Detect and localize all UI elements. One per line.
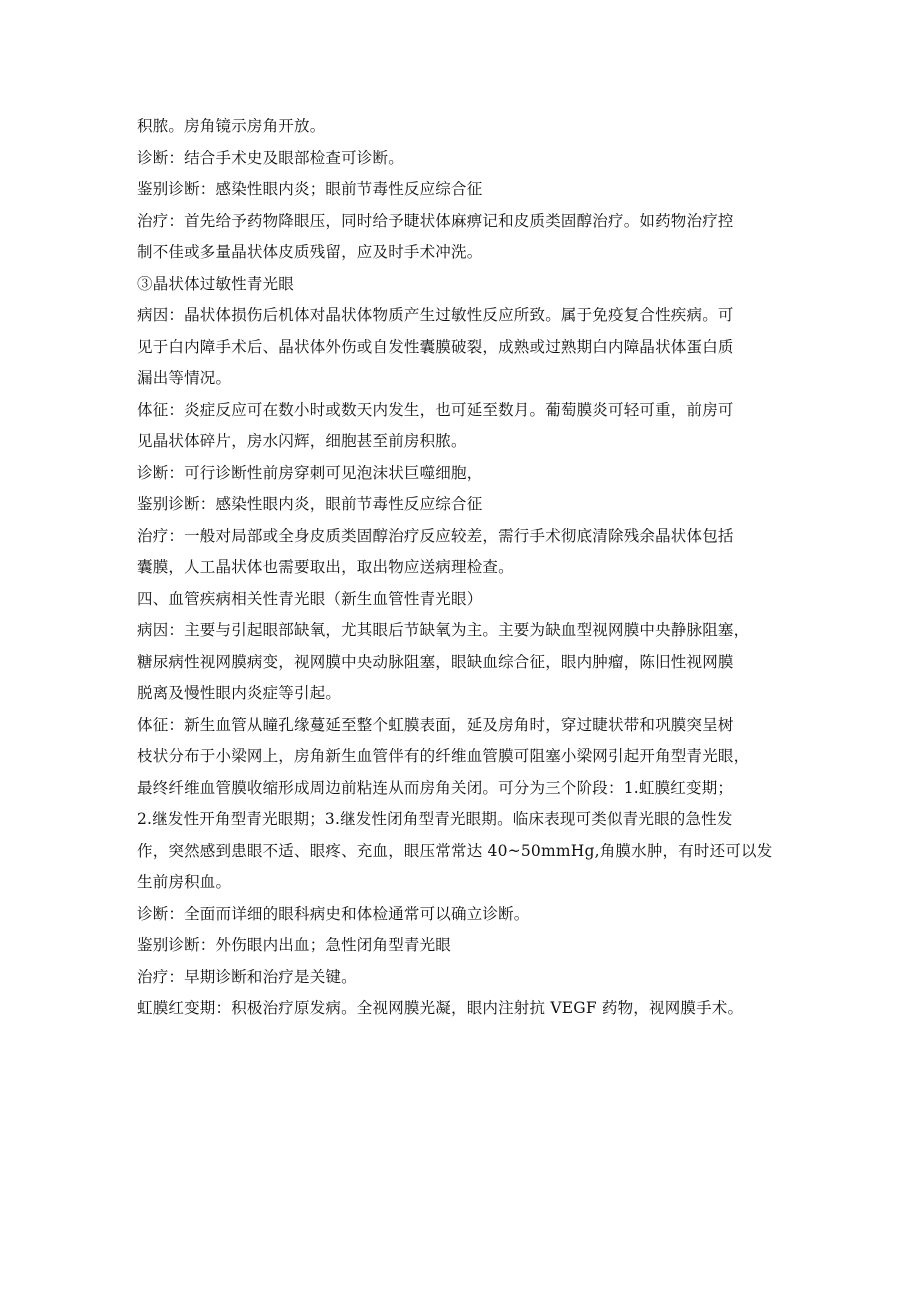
text-line: 2.继发性开角型青光眼期；3.继发性闭角型青光眼期。临床表现可类似青光眼的急性发 bbox=[137, 810, 733, 828]
paragraph bbox=[137, 930, 797, 962]
document-body bbox=[137, 111, 797, 1025]
text-line: 体征：新生血管从瞳孔缘蔓延至整个虹膜表面，延及房角时，穿过睫状带和巩膜突呈树 bbox=[137, 715, 734, 734]
text-line: 见于白内障手术后、晶状体外伤或自发性囊膜破裂，成熟或过熟期白内障晶状体蛋白质 bbox=[137, 337, 734, 356]
paragraph bbox=[137, 993, 797, 1025]
paragraph bbox=[137, 710, 797, 899]
text-line: 鉴别诊断：感染性眼内炎，眼前节毒性反应综合征 bbox=[137, 495, 483, 513]
text-line: 治疗：首先给予药物降眼压，同时给予睫状体麻痹记和皮质类固醇治疗。如药物治疗控 bbox=[137, 211, 734, 230]
text-line: 制不佳或多量晶状体皮质残留，应及时手术冲洗。 bbox=[137, 243, 483, 261]
paragraph bbox=[137, 458, 797, 490]
text-line: 枝状分布于小梁网上，房角新生血管伴有的纤维血管膜可阻塞小梁网引起开角型青光眼， bbox=[137, 747, 750, 765]
paragraph bbox=[137, 489, 797, 521]
text-line: 鉴别诊断：外伤眼内出血；急性闭角型青光眼 bbox=[137, 936, 452, 954]
paragraph bbox=[137, 962, 797, 994]
text-line: 体征：炎症反应可在数小时或数天内发生，也可延至数月。葡萄膜炎可轻可重，前房可 bbox=[137, 400, 734, 419]
text-line: 四、血管疾病相关性青光眼（新生血管性青光眼） bbox=[137, 589, 483, 608]
paragraph bbox=[137, 269, 797, 301]
text-line: 治疗：一般对局部或全身皮质类固醇治疗反应较差，需行手术彻底清除残余晶状体包括 bbox=[137, 526, 734, 545]
text-line: 病因：晶状体损伤后机体对晶状体物质产生过敏性反应所致。属于免疫复合性疾病。可 bbox=[137, 306, 734, 324]
text-line: 脱离及慢性眼内炎症等引起。 bbox=[137, 684, 342, 702]
text-line: 积脓。房角镜示房角开放。 bbox=[137, 117, 326, 135]
paragraph bbox=[137, 615, 797, 710]
paragraph bbox=[137, 395, 797, 458]
paragraph bbox=[137, 206, 797, 269]
text-line: 治疗：早期诊断和治疗是关键。 bbox=[137, 967, 357, 986]
text-line: 漏出等情况。 bbox=[137, 369, 232, 387]
paragraph bbox=[137, 111, 797, 143]
text-line: 鉴别诊断：感染性眼内炎；眼前节毒性反应综合征 bbox=[137, 180, 483, 198]
text-line: 作，突然感到患眼不适、眼疼、充血，眼压常常达 40~50mmHg,角膜水肿，有时还可以发 bbox=[137, 841, 773, 860]
text-line: 虹膜红变期：积极治疗原发病。全视网膜光凝，眼内注射抗 VEGF 药物，视网膜手术。 bbox=[137, 999, 744, 1017]
text-line: 诊断：结合手术史及眼部检查可诊断。 bbox=[137, 148, 404, 167]
paragraph bbox=[137, 899, 797, 931]
text-line: ③晶状体过敏性青光眼 bbox=[137, 274, 295, 293]
text-line: 病因：主要与引起眼部缺氧，尤其眼后节缺氧为主。主要为缺血型视网膜中央静脉阻塞， bbox=[137, 621, 750, 639]
paragraph bbox=[137, 300, 797, 395]
paragraph bbox=[137, 521, 797, 584]
paragraph bbox=[137, 174, 797, 206]
text-line: 囊膜，人工晶状体也需要取出，取出物应送病理检查。 bbox=[137, 558, 514, 576]
paragraph bbox=[137, 584, 797, 616]
text-line: 诊断：可行诊断性前房穿刺可见泡沫状巨噬细胞， bbox=[137, 463, 483, 482]
paragraph bbox=[137, 143, 797, 175]
text-line: 诊断：全面而详细的眼科病史和体检通常可以确立诊断。 bbox=[137, 904, 530, 923]
text-line: 见晶状体碎片，房水闪辉，细胞甚至前房积脓。 bbox=[137, 432, 467, 450]
text-line: 生前房积血。 bbox=[137, 873, 232, 891]
text-line: 最终纤维血管膜收缩形成周边前粘连从而房角关闭。可分为三个阶段：1.虹膜红变期； bbox=[137, 778, 734, 797]
text-line: 糖尿病性视网膜病变，视网膜中央动脉阻塞，眼缺血综合征，眼内肿瘤，陈旧性视网膜 bbox=[137, 652, 734, 671]
